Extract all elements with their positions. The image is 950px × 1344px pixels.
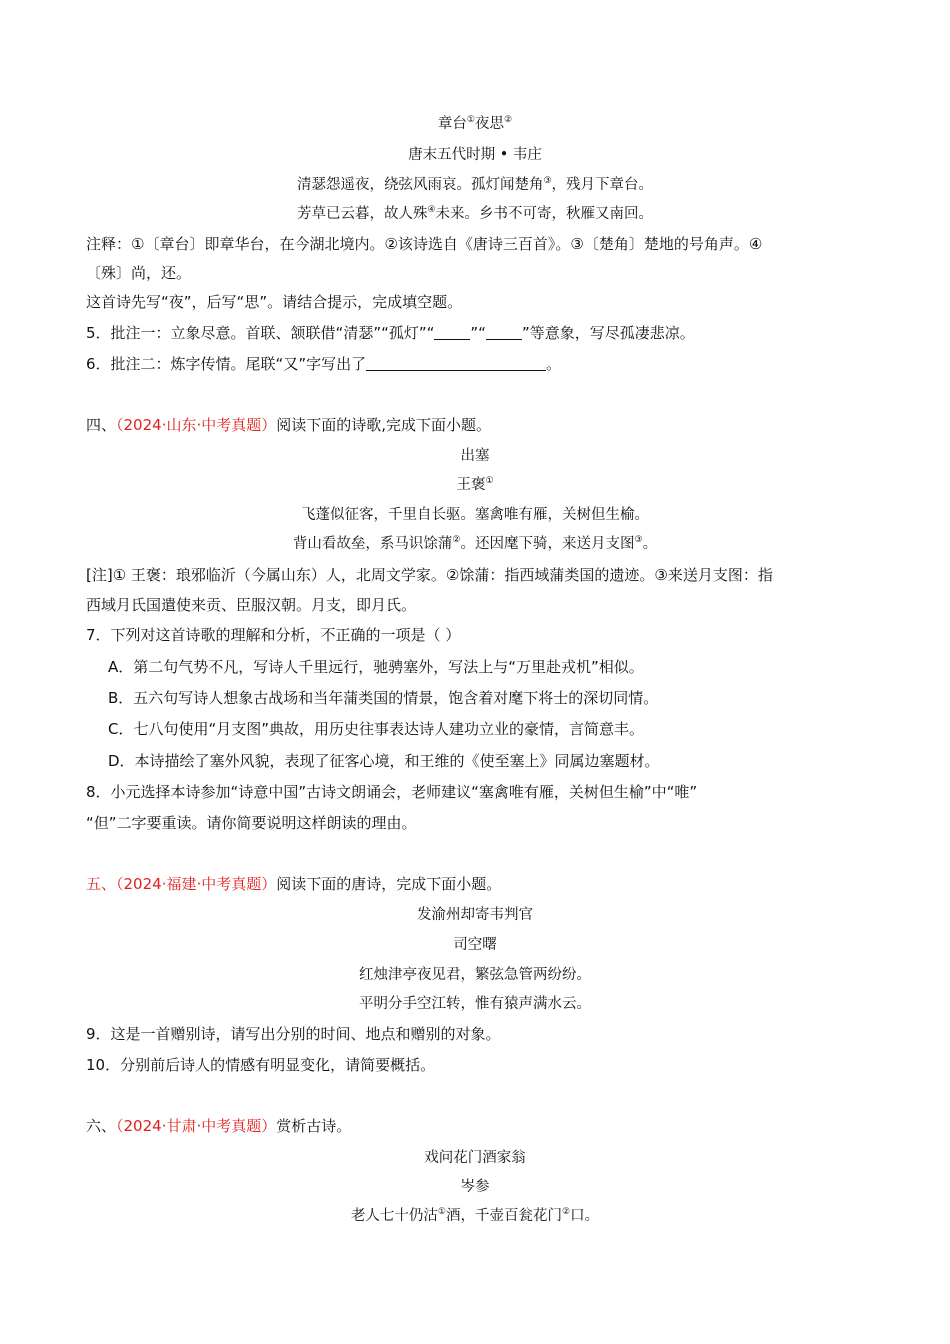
poem-author: 唐末五代时期 • 韦庄 xyxy=(408,147,542,163)
question-text: ”等意象，写尽孤凄悲凉。 xyxy=(521,324,695,342)
poem-author: 岑参 xyxy=(460,1179,490,1195)
question-5 xyxy=(86,322,866,344)
footnote-marker: ④ xyxy=(427,205,436,215)
question-text: ”“ xyxy=(470,324,486,342)
footnote-marker: ② xyxy=(504,115,513,125)
option-d[interactable]: D．本诗描绘了塞外风貌，表现了征客心境，和王维的《使至塞上》同属边塞题材。 xyxy=(108,752,660,770)
answer-blank[interactable] xyxy=(434,325,470,340)
footnote-marker: ③ xyxy=(634,535,643,545)
title-text: 章台 xyxy=(437,116,467,132)
note-line: [注]① 王褒：琅邪临沂（今属山东）人，北周文学家。②馀蒲：指西域蒲类国的遗迹。③来送月支图：指 xyxy=(86,566,773,584)
question-10: 10．分别前后诗人的情感有明显变化，请简要概括。 xyxy=(86,1056,436,1074)
poem-title-zhangtai xyxy=(0,113,950,135)
option-c[interactable]: C．七八句使用“月支图”典故，用历史往事表达诗人建功立业的豪情，言简意丰。 xyxy=(108,720,645,738)
poem-line: 平明分手空江转，惟有猿声满水云。 xyxy=(359,996,591,1012)
section-instruction: 赏析古诗。 xyxy=(276,1117,352,1135)
title-text: 夜思 xyxy=(475,116,504,132)
question-text: 6．批注二：炼字传情。尾联“又”字写出了 xyxy=(86,355,367,373)
poem-text: 老人七十仍沽 xyxy=(350,1208,438,1224)
option-a[interactable]: A．第二句气势不凡，写诗人千里远行，驰骋塞外，写法上与“万里赴戎机”相似。 xyxy=(108,658,644,676)
note-line: 注释：①〔章台〕即章华台，在今湖北境内。②该诗选自《唐诗三百首》。③〔楚角〕楚地的号角声。④ xyxy=(86,235,763,253)
poem-author xyxy=(0,474,950,496)
footnote-marker: ① xyxy=(437,1207,446,1217)
answer-blank[interactable] xyxy=(366,356,546,371)
poem-line xyxy=(0,1205,950,1227)
poem-line: 红烛津亭夜见君，繁弦急管两纷纷。 xyxy=(359,967,591,983)
question-8: 8．小元选择本诗参加“诗意中国”古诗文朗诵会，老师建议“塞禽唯有雁，关树但生榆”中“唯” xyxy=(86,783,698,801)
poem-text: 芳草已云暮，故人殊 xyxy=(296,206,428,222)
poem-text: ，残月下章台。 xyxy=(551,177,654,193)
question-9: 9．这是一首赠别诗，请写出分别的时间、地点和赠别的对象。 xyxy=(86,1025,501,1043)
note-line: 〔殊〕尚，还。 xyxy=(86,264,192,282)
poem-text: 背山看故垒，系马识馀蒲 xyxy=(292,536,453,552)
poem-text: 清瑟怨遥夜，绕弦风雨哀。孤灯闻楚角 xyxy=(296,177,544,193)
section-number: 四、 xyxy=(86,416,117,434)
poem-line xyxy=(0,203,950,225)
poem-line: 飞蓬似征客，千里自长驱。塞禽唯有雁，关树但生榆。 xyxy=(301,507,649,523)
section-instruction: 阅读下面的唐诗，完成下面小题。 xyxy=(276,875,502,893)
poem-line xyxy=(0,174,950,196)
question-6 xyxy=(86,353,866,375)
section-number: 六、 xyxy=(86,1117,117,1135)
exam-source: （2024·山东·中考真题） xyxy=(116,416,277,434)
exam-source: （2024·甘肃·中考真题） xyxy=(116,1117,277,1135)
poem-text: 。还因麾下骑，来送月支图 xyxy=(460,536,635,552)
answer-blank[interactable] xyxy=(486,325,522,340)
section-instruction: 阅读下面的诗歌,完成下面小题。 xyxy=(276,416,492,434)
section-header-4 xyxy=(86,414,866,436)
section-header-5 xyxy=(86,873,866,895)
note-line: 西域月氏国遣使来贡、臣服汉朝。月支，即月氏。 xyxy=(86,596,417,614)
exam-source: （2024·福建·中考真题） xyxy=(116,875,277,893)
section-number: 五、 xyxy=(86,875,117,893)
footnote-marker: ① xyxy=(466,115,475,125)
author-text: 王褒 xyxy=(456,477,486,493)
footnote-marker: ② xyxy=(562,1207,571,1217)
question-8-cont: “但”二字要重读。请你简要说明这样朗读的理由。 xyxy=(86,814,417,832)
question-text: 5．批注一：立象尽意。首联、颔联借“清瑟”“孤灯”“ xyxy=(86,324,435,342)
poem-title: 发渝州却寄韦判官 xyxy=(417,907,533,923)
poem-author: 司空曙 xyxy=(453,937,497,953)
option-b[interactable]: B．五六句写诗人想象古战场和当年蒲类国的情景，饱含着对麾下将士的深切同情。 xyxy=(108,689,659,707)
poem-title: 出塞 xyxy=(460,448,490,464)
question-text: 。 xyxy=(546,355,562,373)
footnote-marker: ② xyxy=(452,535,461,545)
footnote-marker: ③ xyxy=(543,176,552,186)
poem-text: 未来。乡书不可寄，秋雁又南回。 xyxy=(435,206,654,222)
poem-text: 口。 xyxy=(570,1208,600,1224)
intro-text: 这首诗先写“夜”，后写“思”。请结合提示，完成填空题。 xyxy=(86,293,463,311)
question-7: 7．下列对这首诗歌的理解和分析，不正确的一项是（ ） xyxy=(86,626,461,644)
poem-line xyxy=(0,533,950,555)
footnote-marker: ① xyxy=(485,476,494,486)
poem-text: 酒，千壶百瓮花门 xyxy=(446,1208,562,1224)
poem-text: 。 xyxy=(642,536,658,552)
poem-title: 戏问花门酒家翁 xyxy=(424,1150,526,1166)
section-header-6 xyxy=(86,1115,866,1137)
